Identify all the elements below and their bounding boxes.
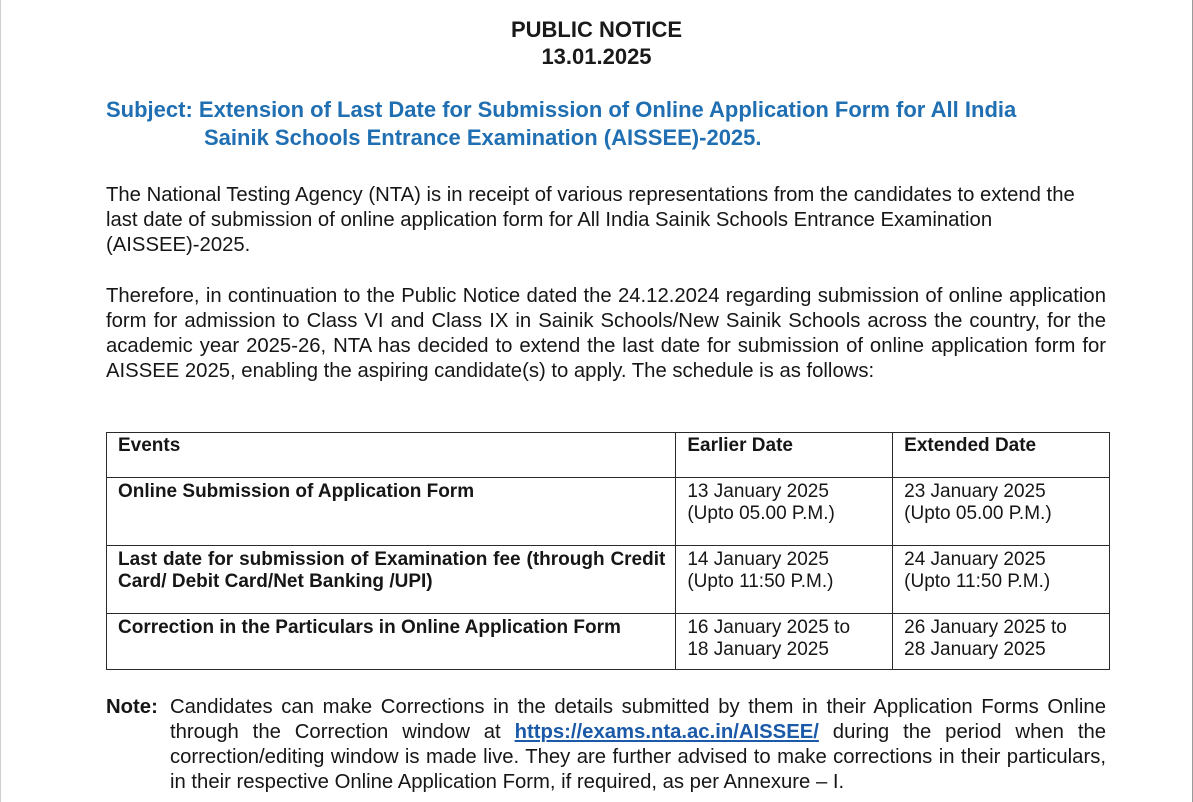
header-earlier-date: Earlier Date <box>676 433 893 478</box>
note-body <box>170 695 1106 795</box>
event-cell: Last date for submission of Examination fee (through Credit Card/ Debit Card/Net Banking /UPI) <box>107 546 676 614</box>
extended-time-line: 28 January 2025 <box>904 639 1046 660</box>
header-events: Events <box>107 433 676 478</box>
paragraph-schedule-intro: Therefore, in continuation to the Public Notice dated the 24.12.2024 regarding submission of online application form for admission to Class VI and Class IX in Sainik Schools/New Sainik Schools across the country, for the academic year 2025-26, NTA has decided to extend the last date for submission of online application form for AISSEE 2025, enabling the aspiring candidate(s) to apply. The schedule is as follows: <box>106 285 1106 382</box>
notice-header <box>0 16 1193 70</box>
subject-label: Subject: <box>106 97 193 122</box>
table-row <box>107 546 1110 614</box>
earlier-date-line: 16 January 2025 to <box>687 617 851 638</box>
table-row <box>107 478 1110 546</box>
note-block <box>106 695 1106 795</box>
notice-title: PUBLIC NOTICE <box>510 17 683 42</box>
earlier-date-line: 14 January 2025 <box>687 549 829 570</box>
extended-time-line: (Upto 11:50 P.M.) <box>904 571 1051 592</box>
notice-date: 13.01.2025 <box>541 44 652 69</box>
earlier-date-cell <box>676 478 893 546</box>
event-cell: Online Submission of Application Form <box>107 478 676 546</box>
subject-line2: Sainik Schools Entrance Examination (AISSEE)-2025. <box>204 125 762 150</box>
subject-line1: Extension of Last Date for Submission of Online Application Form for All India <box>198 97 1017 122</box>
extended-date-line: 24 January 2025 <box>904 549 1046 570</box>
extended-time-line: (Upto 05.00 P.M.) <box>904 503 1052 524</box>
earlier-time-line: (Upto 05.00 P.M.) <box>687 503 835 524</box>
earlier-date-cell <box>676 614 893 670</box>
table-row <box>107 614 1110 670</box>
earlier-date-line: 13 January 2025 <box>687 481 829 502</box>
note-text-after-link: during the period when the correction/editing window is made live. They are further advised to make corrections in their particulars, in their respective Online Application Form, if required, as per Annexure – I. <box>170 721 1107 793</box>
schedule-header-row <box>107 433 1110 478</box>
extended-date-cell <box>893 546 1110 614</box>
earlier-date-cell <box>676 546 893 614</box>
extended-date-line: 26 January 2025 to <box>904 617 1067 638</box>
note-label: Note: <box>106 696 158 718</box>
paragraph-intro: The National Testing Agency (NTA) is in receipt of various representations from the candidates to extend the last date of submission of online application form for All India Sainik Schools Entrance Examination (AISSEE)-2025. <box>106 184 1075 256</box>
subject-block <box>106 96 1116 152</box>
extended-date-line: 23 January 2025 <box>904 481 1046 502</box>
earlier-time-line: 18 January 2025 <box>687 639 829 660</box>
note-text-before-link: Candidates can make Corrections in the details submitted by them in their Application Forms Online through the Correction window at <box>170 696 1106 743</box>
header-extended-date: Extended Date <box>893 433 1110 478</box>
correction-window-link[interactable]: https://exams.nta.ac.in/AISSEE/ <box>514 721 819 743</box>
extended-date-cell <box>893 478 1110 546</box>
schedule-table <box>106 432 1110 670</box>
extended-date-cell <box>893 614 1110 670</box>
earlier-time-line: (Upto 11:50 P.M.) <box>687 571 834 592</box>
event-cell: Correction in the Particulars in Online Application Form <box>107 614 676 670</box>
